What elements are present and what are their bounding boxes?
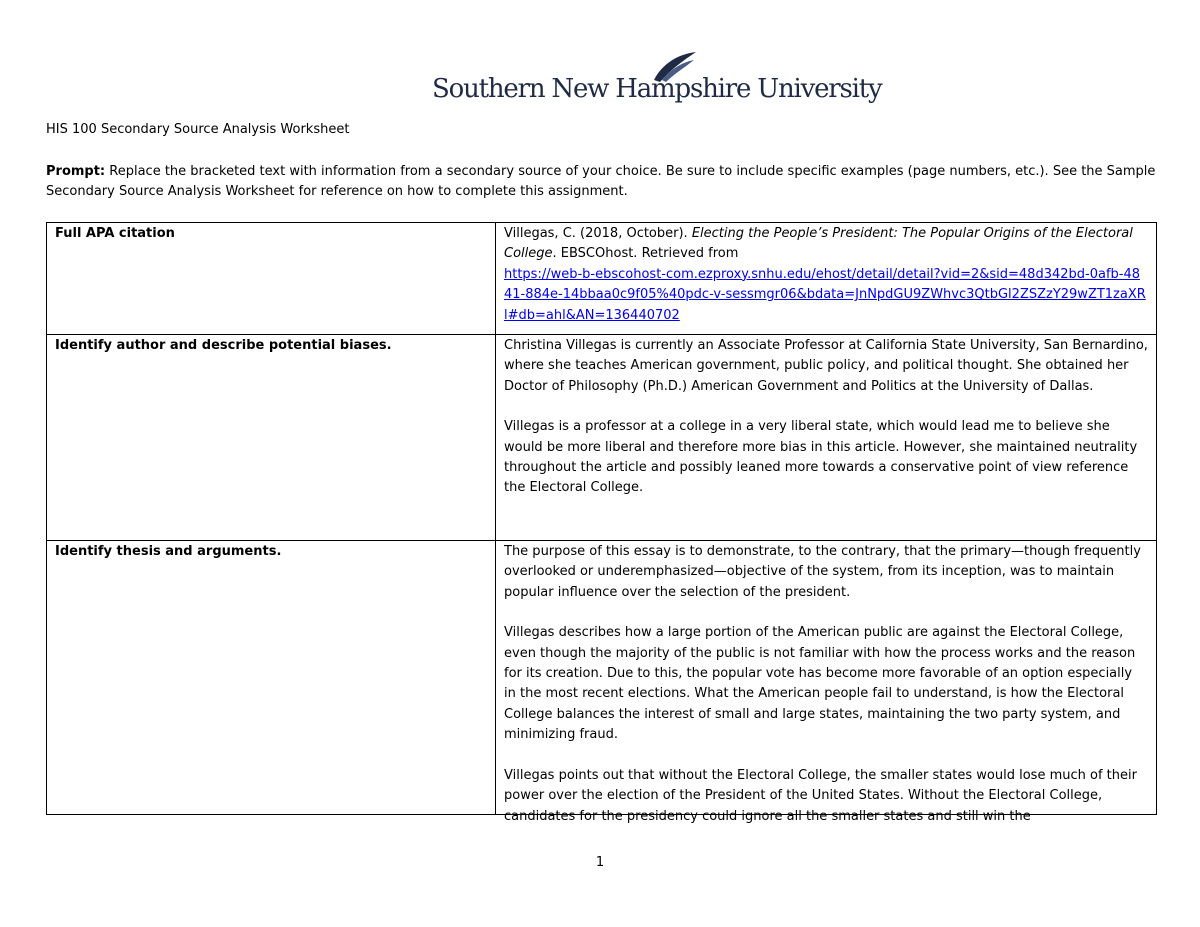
prompt-text: Replace the bracketed text with information from a secondary source of your choice. Be sure to include specific examples (page numbers, etc.). See the Sample Secondary Source Analysis Worksheet for reference on how to complete this assignment. <box>46 164 1156 199</box>
document-title: HIS 100 Secondary Source Analysis Worksheet <box>46 122 350 137</box>
logo-text: Southern New Hampshire University <box>432 74 882 104</box>
table-row <box>47 541 1157 815</box>
table-row <box>47 335 1157 541</box>
citation-link[interactable]: https://web-b-ebscohost-com.ezproxy.snhu.edu/ehost/detail/detail?vid=2&sid=48d342bd-0afb-4841-884e-14bbaa0c9f05%40pdc-v-sessmgr06&bdata=JnNpdGU9ZWhvc3QtbGl2ZSZzY29wZT1zaXRl#db=ahl&AN=136440702 <box>504 266 1146 323</box>
paragraph: Villegas points out that without the Electoral College, the smaller states would lose much of their power over the election of the President of the United States. Without the Electoral College, candidates for the presidency could ignore all the smaller states and still win the <box>504 767 1137 824</box>
row-label: Full APA citation <box>47 223 496 335</box>
university-logo <box>432 50 882 108</box>
paragraph: Villegas describes how a large portion of the American public are against the Electoral College, even though the majority of the public is not familiar with how the process works and the reason for its creation. Due to this, the popular vote has become more favorable of an option especially in the most recent elections. What the American people fail to understand, is how the Electoral College balances the interest of small and large states, maintaining the two party system, and minimizing fraud. <box>504 625 1136 743</box>
paragraph: The purpose of this essay is to demonstrate, to the contrary, that the primary—though frequently overlooked or underemphasized—objective of the system, from its inception, was to maintain popular influence over the selection of the president. <box>504 544 1141 600</box>
worksheet-table <box>46 222 1157 824</box>
author-bias-cell <box>496 335 1157 541</box>
paragraph: Villegas is a professor at a college in a very liberal state, which would lead me to believe she would be more liberal and therefore more bias in this article. However, she maintained neutrality throughout the article and possibly leaned more towards a conservative point of view reference the Electoral College. <box>504 419 1138 496</box>
row-label: Identify author and describe potential biases. <box>47 335 496 541</box>
row-label: Identify thesis and arguments. <box>47 541 496 815</box>
prompt-label: Prompt: <box>46 164 106 179</box>
citation-cell <box>496 223 1157 335</box>
table-row <box>47 223 1157 335</box>
paragraph: Christina Villegas is currently an Associate Professor at California State University, San Bernardino, where she teaches American government, public policy, and political thought. She obtained her Doctor of Philosophy (Ph.D.) American Government and Politics at the University of Dallas. <box>504 338 1148 394</box>
citation-suffix: . EBSCOhost. Retrieved from <box>552 246 739 262</box>
thesis-cell <box>496 541 1157 824</box>
prompt-paragraph <box>46 162 1156 202</box>
page-number: 1 <box>595 855 605 870</box>
citation-prefix: Villegas, C. (2018, October). <box>504 226 692 241</box>
citation-title: Electing the People’s President: The Popular Origins of the Electoral College <box>504 226 1133 262</box>
